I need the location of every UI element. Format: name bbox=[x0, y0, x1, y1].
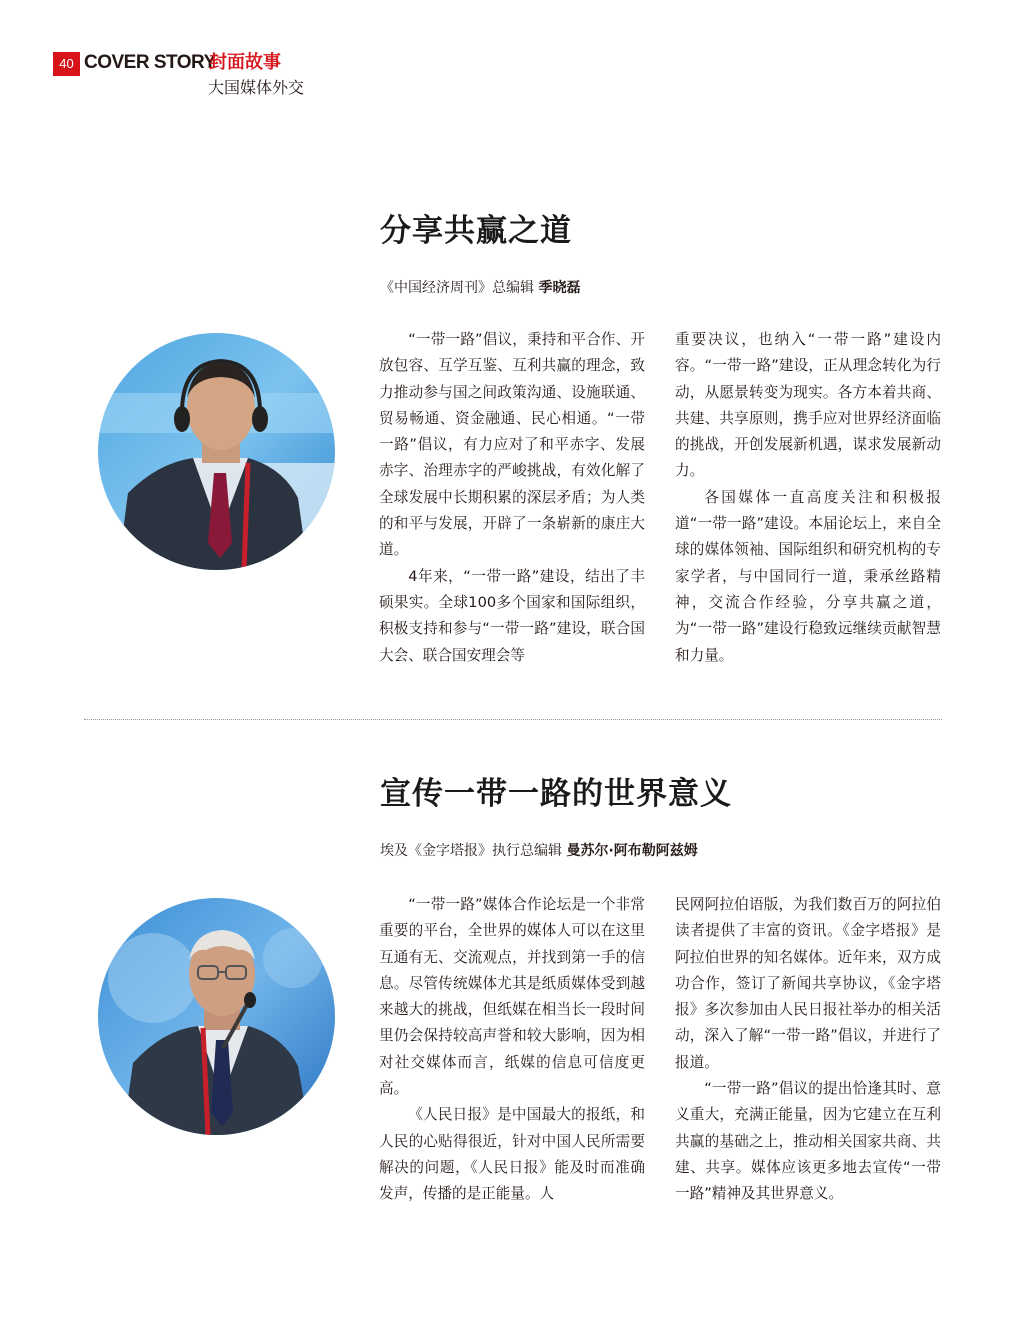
article2-col2-para-1: 民网阿拉伯语版，为我们数百万的阿拉伯读者提供了丰富的资讯。《金字塔报》是阿拉伯世界的知名媒体。近年来，双方成功合作，签订了新闻共享协议，《金字塔报》多次参加由人民日报社举办的相关活动，深入了解“一带一路”倡议，并进行了报道。 bbox=[675, 896, 941, 1071]
article2-column-1 bbox=[379, 892, 645, 1208]
article1-byline-role: 《中国经济周刊》总编辑 bbox=[380, 280, 534, 296]
section-label-en: COVER STORY bbox=[84, 52, 216, 73]
article2-col1-para-2: 《人民日报》是中国最大的报纸，和人民的心贴得很近，针对中国人民所需要解决的问题，《人民日报》能及时而准确发声，传播的是正能量。人 bbox=[379, 1106, 645, 1203]
article2-col2-para-2: “一带一路”倡议的提出恰逢其时、意义重大，充满正能量，因为它建立在互利共赢的基础之上，推动相关国家共商、共建、共享。媒体应该更多地去宣传“一带一路”精神及其世界意义。 bbox=[675, 1080, 941, 1203]
page-number: 40 bbox=[53, 52, 80, 76]
article1-col1-para-1: “一带一路”倡议，秉持和平合作、开放包容、互学互鉴、互利共赢的理念，致力推动参与国之间政策沟通、设施联通、贸易畅通、资金融通、民心相通。“一带一路”倡议，有力应对了和平赤字、发展赤字、治理赤字的严峻挑战，有效化解了全球发展中长期积累的深层矛盾；为人类的和平与发展，开辟了一条崭新的康庄大道。 bbox=[379, 331, 645, 559]
article1-author-photo bbox=[98, 333, 335, 570]
section-divider bbox=[84, 719, 942, 720]
article2-column-2 bbox=[675, 892, 941, 1208]
article2-byline-name: 曼苏尔·阿布勒阿兹姆 bbox=[566, 843, 698, 859]
article2-col1-para-1: “一带一路”媒体合作论坛是一个非常重要的平台，全世界的媒体人可以在这里互通有无、交流观点，并找到第一手的信息。尽管传统媒体尤其是纸质媒体受到越来越大的挑战，但纸媒在相当长一段时间里仍会保持较高声誉和较大影响，因为相对社交媒体而言，纸媒的信息可信度更高。 bbox=[379, 896, 645, 1098]
article1-title: 分享共赢之道 bbox=[380, 213, 572, 249]
article1-column-2 bbox=[675, 327, 941, 669]
article1-byline-name: 季晓磊 bbox=[538, 280, 581, 296]
article2-byline bbox=[380, 840, 698, 860]
article1-col1-para-2: 4年来，“一带一路”建设，结出了丰硕果实。全球100多个国家和国际组织，积极支持和参与“一带一路”建设，联合国大会、联合国安理会等 bbox=[379, 567, 645, 664]
article1-column-1 bbox=[379, 327, 645, 669]
article2-author-photo bbox=[98, 898, 335, 1135]
article1-byline bbox=[380, 277, 580, 297]
article1-col2-para-2: 各国媒体一直高度关注和积极报道“一带一路”建设。本届论坛上，来自全球的媒体领袖、国际组织和研究机构的专家学者，与中国同行一道，秉承丝路精神，交流合作经验，分享共赢之道，为“一带一路”建设行稳致远继续贡献智慧和力量。 bbox=[675, 488, 941, 664]
article1-col2-para-1: 重要决议，也纳入“一带一路”建设内容。“一带一路”建设，正从理念转化为行动，从愿景转变为现实。各方本着共商、共建、共享原则，携手应对世界经济面临的挑战，开创发展新机遇，谋求发展新动力。 bbox=[675, 331, 941, 480]
article2-byline-role: 埃及《金字塔报》执行总编辑 bbox=[380, 843, 562, 859]
article2-title: 宣传一带一路的世界意义 bbox=[380, 776, 732, 812]
section-label-cn: 封面故事 bbox=[209, 52, 281, 73]
section-subtitle: 大国媒体外交 bbox=[208, 78, 305, 97]
